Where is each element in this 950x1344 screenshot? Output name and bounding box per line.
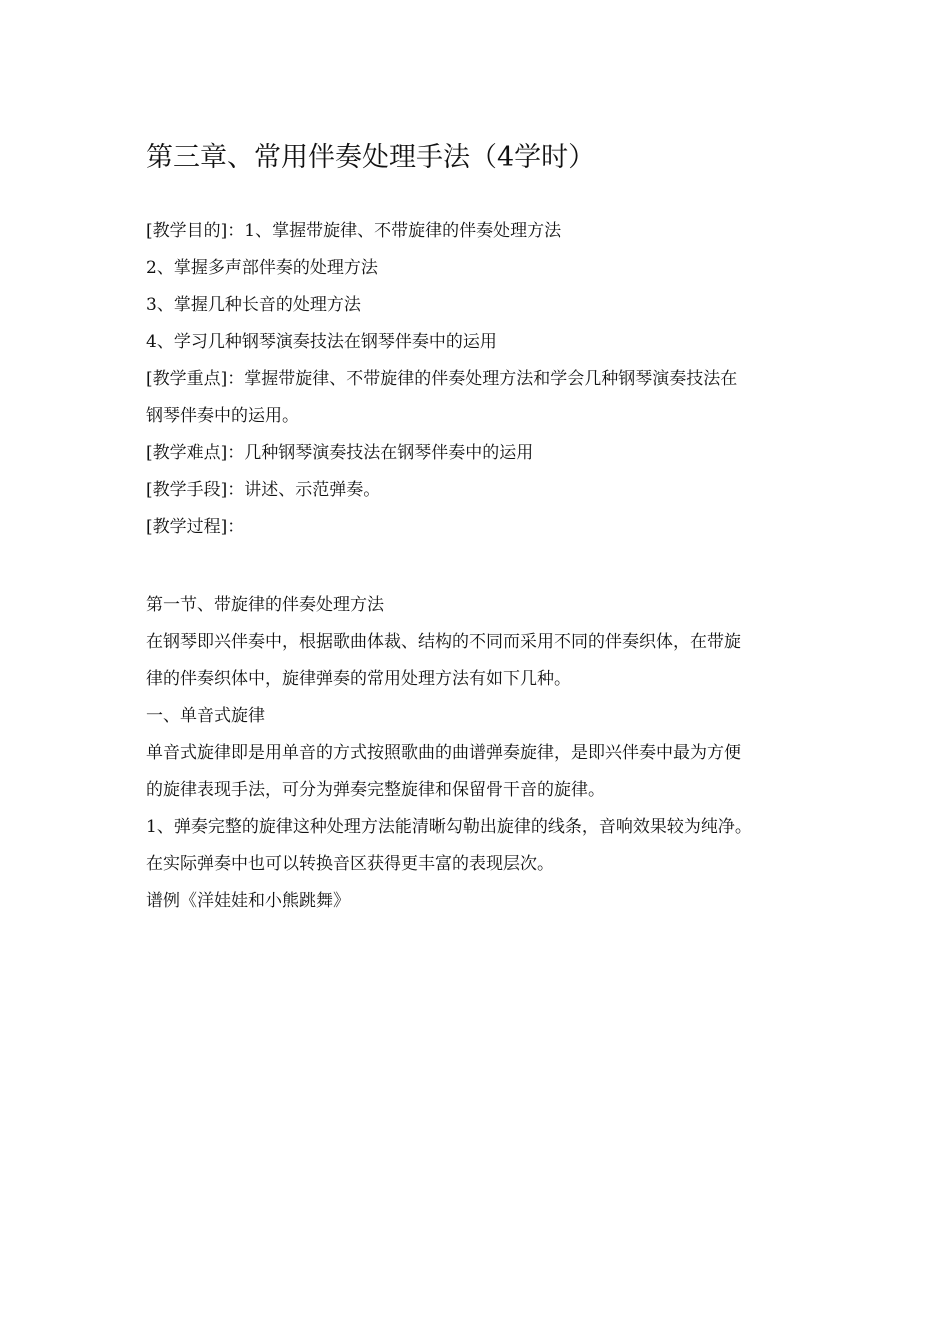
section-1-intro-line-1: 在钢琴即兴伴奏中，根据歌曲体裁、结构的不同而采用不同的伴奏织体，在带旋 [146, 632, 741, 652]
item-1-line-1: 1、弹奏完整的旋律这种处理方法能清晰勾勒出旋律的线条，音响效果较为纯净。 [146, 817, 752, 837]
objectives-line-2: 2、掌握多声部伴奏的处理方法 [146, 258, 378, 278]
process-line: [教学过程]： [146, 517, 245, 537]
section-1-heading: 第一节、带旋律的伴奏处理方法 [146, 595, 384, 615]
objectives-line-3: 3、掌握几种长音的处理方法 [146, 295, 361, 315]
key-points-line-1: [教学重点]：掌握带旋律、不带旋律的伴奏处理方法和学会几种钢琴演奏技法在 [146, 369, 738, 389]
difficulty-line: [教学难点]：几种钢琴演奏技法在钢琴伴奏中的运用 [146, 443, 534, 463]
objectives-line-4: 4、学习几种钢琴演奏技法在钢琴伴奏中的运用 [146, 332, 497, 352]
key-points-line-2: 钢琴伴奏中的运用。 [146, 406, 299, 426]
section-1-intro-line-2: 律的伴奏织体中，旋律弹奏的常用处理方法有如下几种。 [146, 669, 571, 689]
methods-line: [教学手段]：讲述、示范弹奏。 [146, 480, 381, 500]
subsection-1-line-1: 单音式旋律即是用单音的方式按照歌曲的曲谱弹奏旋律，是即兴伴奏中最为方便 [146, 743, 741, 763]
subsection-1-line-2: 的旋律表现手法，可分为弹奏完整旋律和保留骨干音的旋律。 [146, 780, 605, 800]
chapter-title: 第三章、常用伴奏处理手法（4学时） [146, 142, 596, 173]
subsection-1-heading: 一、单音式旋律 [146, 706, 265, 726]
item-1-line-2: 在实际弹奏中也可以转换音区获得更丰富的表现层次。 [146, 854, 554, 874]
objectives-line-1: [教学目的]：1、掌握带旋律、不带旋律的伴奏处理方法 [146, 221, 562, 241]
lesson-info-block [146, 213, 812, 546]
section-1-block [146, 587, 812, 920]
score-example-caption: 谱例《洋娃娃和小熊跳舞》 [146, 891, 350, 911]
